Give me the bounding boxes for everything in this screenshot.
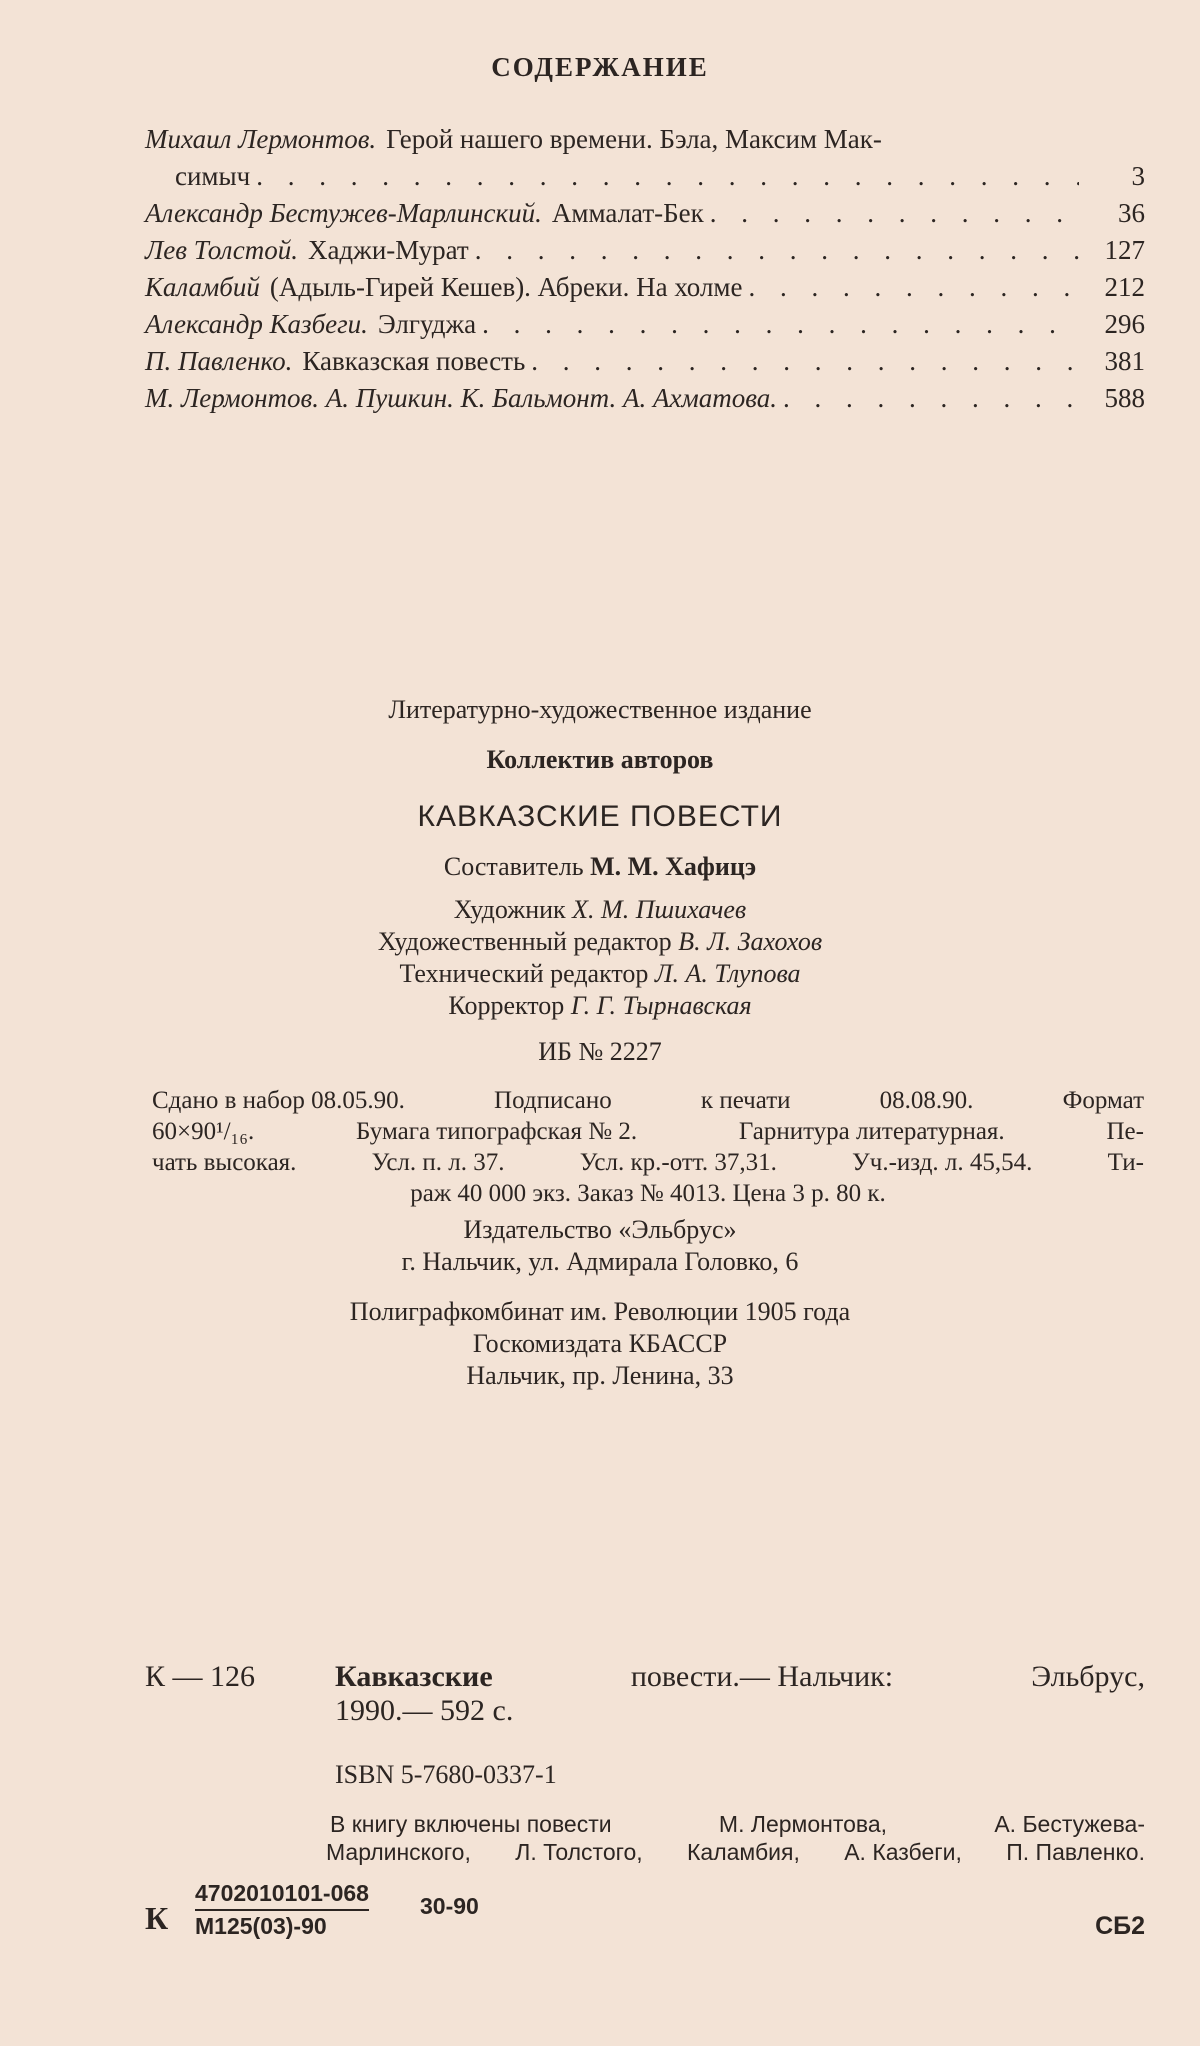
- toc-work: Герой нашего времени. Бэла, Максим Мак-: [386, 124, 882, 154]
- annotation-line: [330, 1810, 1145, 1838]
- printer-organization: Госкомиздата КБАССР: [472, 1329, 728, 1358]
- catalog-code: К — 126: [145, 1660, 256, 1693]
- index-letter: К: [145, 1900, 169, 1936]
- toc-leader-dots: [749, 272, 1080, 303]
- fraction-denominator: М125(03)-90: [195, 1913, 327, 1939]
- toc-page-number: 588: [1104, 383, 1145, 413]
- technical-text: раж 40 000 экз. Заказ № 4013. Цена 3 р. 80 к.: [410, 1180, 886, 1207]
- annotation-line: [326, 1838, 1145, 1866]
- staff-name: Г. Г. Тырнавская: [570, 991, 752, 1020]
- fraction-numerator: 4702010101-068: [195, 1880, 369, 1911]
- staff-credit: [0, 927, 1200, 959]
- staff-name: Х. М. Пшихачев: [572, 895, 747, 924]
- edition-type: Литературно-художественное издание: [388, 695, 812, 724]
- bib-line: 1990.— 592 с.: [335, 1694, 514, 1727]
- staff-credits: [0, 895, 1200, 1023]
- toc-page-number: 127: [1104, 235, 1145, 265]
- technical-text: Пе-: [1106, 1118, 1144, 1145]
- toc-page-number: 212: [1104, 272, 1145, 302]
- toc-leader-dots: [710, 198, 1079, 229]
- toc-entry: [145, 198, 1145, 235]
- staff-role: Художник: [453, 895, 566, 924]
- staff-name: Л. А. Тлупова: [654, 959, 801, 988]
- staff-role: Корректор: [448, 991, 565, 1020]
- isbn: ISBN 5-7680-0337-1: [335, 1760, 557, 1789]
- staff-role: Технический редактор: [399, 959, 649, 988]
- technical-text: Усл. кр.-отт. 37,31.: [579, 1149, 777, 1176]
- publisher-info: [0, 1215, 1200, 1279]
- toc-work: Элгуджа: [377, 309, 477, 339]
- toc-work: Кавказская повесть: [302, 346, 526, 376]
- printer-info: [0, 1297, 1200, 1393]
- technical-text: Гарнитура литературная.: [738, 1118, 1005, 1145]
- annotation-text: А. Бестужева-: [994, 1811, 1145, 1837]
- toc-entry: [145, 124, 1145, 161]
- toc-page-number: 296: [1104, 309, 1145, 339]
- toc-author: Лев Толстой.: [145, 235, 298, 265]
- publisher-name: Издательство «Эльбрус»: [463, 1215, 737, 1244]
- table-of-contents: [145, 124, 1145, 420]
- toc-entry: [145, 235, 1145, 272]
- toc-leader-dots: [783, 383, 1079, 414]
- annotation-text: М. Лермонтова,: [718, 1811, 888, 1837]
- toc-leader-dots: [482, 309, 1079, 340]
- toc-entry: [145, 346, 1145, 383]
- toc-entry: [145, 272, 1145, 309]
- ib-number: ИБ № 2227: [538, 1037, 662, 1066]
- toc-entry: [145, 383, 1145, 420]
- toc-author: М. Лермонтов. А. Пушкин. К. Бальмонт. А. Ахматова.: [145, 383, 777, 413]
- toc-work: (Адыль-Гирей Кешев). Абреки. На холме: [269, 272, 743, 302]
- technical-text: к печати: [700, 1087, 791, 1114]
- technical-text: Формат: [1062, 1087, 1144, 1114]
- toc-heading: СОДЕРЖАНИЕ: [491, 52, 709, 82]
- toc-entry-continuation: [145, 161, 1145, 198]
- toc-work: Аммалат-Бек: [551, 198, 704, 228]
- technical-details: [152, 1085, 1144, 1209]
- compiler-name: М. М. Хафицэ: [590, 852, 757, 881]
- toc-work-continuation: симыч: [175, 161, 251, 191]
- bib-text: повести.— Нальчик:: [630, 1660, 894, 1693]
- staff-credit: [0, 895, 1200, 927]
- book-title: КАВКАЗСКИЕ ПОВЕСТИ: [417, 800, 783, 833]
- annotation-text: Марлинского,: [326, 1839, 471, 1865]
- staff-role: Художественный редактор: [377, 927, 672, 956]
- staff-credit: [0, 959, 1200, 991]
- compiler-label: Составитель: [443, 852, 584, 881]
- toc-author: П. Павленко.: [145, 346, 293, 376]
- technical-text: Уч.-изд. л. 45,54.: [852, 1149, 1033, 1176]
- technical-text: Усл. п. л. 37.: [371, 1149, 505, 1176]
- series-code: СБ2: [1095, 1912, 1145, 1940]
- staff-name: В. Л. Захохов: [678, 927, 823, 956]
- toc-author: Михаил Лермонтов.: [145, 124, 377, 154]
- annotation: [326, 1810, 1145, 1866]
- annotation-text: Каламбия,: [687, 1839, 800, 1865]
- technical-text: Сдано в набор 08.05.90.: [152, 1087, 405, 1114]
- bib-text: Эльбрус,: [1031, 1660, 1145, 1693]
- bib-title: Кавказские: [335, 1660, 493, 1693]
- technical-text: Ти-: [1107, 1149, 1144, 1176]
- toc-work: Хаджи-Мурат: [307, 235, 469, 265]
- bibliographic-description: [335, 1660, 1145, 1728]
- annotation-text: П. Павленко.: [1006, 1839, 1145, 1865]
- toc-author: Каламбий: [145, 272, 260, 302]
- toc-leader-dots: [475, 235, 1079, 266]
- staff-credit: [0, 991, 1200, 1023]
- bib-line: [335, 1660, 1145, 1694]
- toc-entry: [145, 309, 1145, 346]
- bibliographic-record: [145, 1660, 1145, 1727]
- toc-author: Александр Бестужев-Марлинский.: [145, 198, 542, 228]
- index-fraction: [195, 1880, 369, 1940]
- toc-author: Александр Казбеги.: [145, 309, 368, 339]
- fraction-tail: 30-90: [420, 1893, 479, 1919]
- technical-line: [152, 1178, 1144, 1209]
- printer-name: Полиграфкомбинат им. Революции 1905 года: [349, 1297, 851, 1326]
- authors-collective: Коллектив авторов: [486, 745, 714, 774]
- technical-line: [152, 1085, 1144, 1116]
- annotation-text: А. Казбеги,: [844, 1839, 962, 1865]
- technical-line: [152, 1147, 1144, 1178]
- technical-text: Подписано: [494, 1087, 612, 1114]
- publisher-address: г. Нальчик, ул. Адмирала Головко, 6: [401, 1247, 799, 1276]
- technical-text: 08.08.90.: [879, 1087, 974, 1114]
- annotation-text: В книгу включены повести: [330, 1811, 612, 1837]
- toc-page-number: 36: [1118, 198, 1145, 228]
- technical-text: чать высокая.: [152, 1149, 297, 1176]
- toc-page-number: 381: [1104, 346, 1145, 376]
- toc-leader-dots: [531, 346, 1079, 377]
- technical-line: [152, 1116, 1144, 1147]
- toc-page-number: 3: [1131, 161, 1145, 191]
- annotation-text: Л. Толстого,: [515, 1839, 643, 1865]
- compiler: [0, 852, 1200, 882]
- technical-text: 60×90¹/₁₆.: [152, 1118, 255, 1145]
- printer-address: Нальчик, пр. Ленина, 33: [466, 1361, 734, 1390]
- technical-text: Бумага типографская № 2.: [356, 1118, 638, 1145]
- toc-leader-dots: [256, 161, 1079, 192]
